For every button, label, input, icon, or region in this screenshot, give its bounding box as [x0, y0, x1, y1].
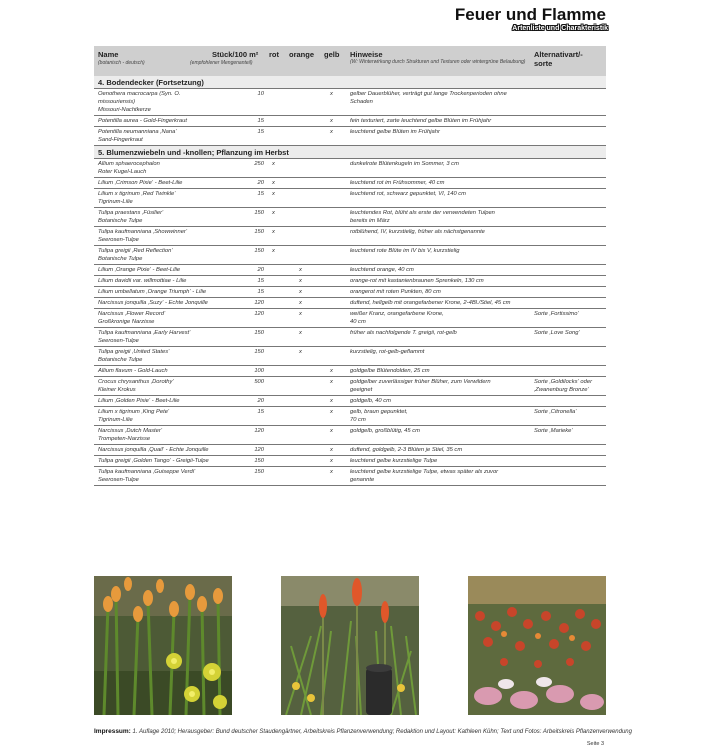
mark-gelb: x [330, 398, 333, 404]
cell-line: Tulipa praestans ‚Füsilier‘ [98, 210, 164, 216]
cell-line: goldgelbe Blütendolden, 25 cm [350, 368, 430, 374]
table-row [94, 426, 606, 445]
cell-line: missouriensis) [98, 99, 136, 105]
cell-line: leuchtend gelbe kurzstielige Tulpe [350, 458, 438, 464]
table-row [94, 396, 606, 407]
cell-line: Sorte ‚Marieke‘ [534, 428, 573, 434]
cell-line: leuchtend gelbe Blüten im Frühjahr [350, 129, 440, 135]
cell-line: gelb, braun gepunktet, [350, 409, 408, 415]
table-row [94, 159, 606, 178]
cell-line: leuchtend rot im Frühsommer, 40 cm [350, 180, 445, 186]
cell-line: Seerosen-Tulpe [98, 237, 139, 243]
cell-line: weißer Kranz, orangefarbene Krone, [350, 311, 444, 317]
cell-line: duftend, goldgelb, 2-3 Blüten je Stiel, 35 cm [350, 447, 463, 453]
footer-label: Impressum: [94, 728, 131, 735]
cell-line: goldgelb, großblütig, 45 cm [350, 428, 420, 434]
mark-gelb: x [330, 447, 333, 453]
table-header [94, 46, 606, 76]
alternative [534, 378, 606, 394]
table-row [94, 467, 606, 486]
cell-line: duftend, hellgelb mit orangefarbener Krone, 2-4Bl./Stiel, 45 cm [350, 300, 511, 306]
mark-rot: x [272, 248, 275, 254]
col-orange-header: orange [289, 50, 315, 59]
cell-line: Seerosen-Tulpe [98, 477, 139, 483]
species-name [98, 277, 248, 285]
hint [350, 90, 530, 106]
cell-line: Lilium umbellatum ‚Orange Triumph‘ - Lilie [98, 289, 207, 295]
quantity: 15 [257, 191, 264, 197]
col-qty-header: Stück/100 m² [212, 50, 259, 59]
quantity: 150 [254, 349, 264, 355]
cell-line: Tulipa kaufmanniana ‚Early Harvest‘ [98, 330, 191, 336]
hint [350, 277, 530, 285]
cell-line: Tulipa greigii ‚United States‘ [98, 349, 170, 355]
species-name [98, 468, 248, 484]
quantity: 15 [257, 289, 264, 295]
cell-line: genannte [350, 477, 375, 483]
quantity: 250 [254, 161, 264, 167]
table-row [94, 178, 606, 189]
hint [350, 209, 530, 225]
cell-line: Lilium ‚Golden Pixie‘ - Beet-Lilie [98, 398, 180, 404]
mark-orange: x [299, 311, 302, 317]
col-hints-header: Hinweise [350, 50, 383, 59]
cell-line: rotblühend, IV, kurzstielig, früher als nächstgenannte [350, 229, 485, 235]
quantity: 15 [257, 278, 264, 284]
species-name [98, 329, 248, 345]
species-name [98, 348, 248, 364]
cell-line: gelber Dauerblüher, verträgt gut lange Trockenperioden ohne [350, 91, 507, 97]
species-name [98, 247, 248, 263]
cell-line: orangerot mit roten Punkten, 80 cm [350, 289, 441, 295]
cell-line: Oenothera macrocarpa (Syn. O. [98, 91, 181, 97]
table-row [94, 116, 606, 127]
table-row [94, 276, 606, 287]
table-row [94, 287, 606, 298]
quantity: 100 [254, 368, 264, 374]
section-heading: 4. Bodendecker (Fortsetzung) [94, 76, 606, 89]
hint [350, 427, 530, 435]
quantity: 15 [257, 118, 264, 124]
cell-line: Seerosen-Tulpe [98, 338, 139, 344]
quantity: 150 [254, 469, 264, 475]
species-name [98, 117, 248, 125]
quantity: 120 [254, 311, 264, 317]
species-name [98, 209, 248, 225]
species-name [98, 397, 248, 405]
cell-line: orange-rot mit kastanienbraunen Sprenkeln, 130 cm [350, 278, 484, 284]
species-name [98, 427, 248, 443]
mark-rot: x [272, 180, 275, 186]
cell-line: Botanische Tulpe [98, 357, 143, 363]
table-row [94, 227, 606, 246]
red-hot-poker-photo [281, 576, 419, 715]
species-name [98, 190, 248, 206]
page-number: Seite 3 [586, 741, 604, 747]
tulips-daffodils-photo [94, 576, 232, 715]
photo-red-hot-poker [281, 576, 419, 715]
cell-line: Tulipa kaufmanniana ‚Showwinner‘ [98, 229, 188, 235]
cell-line: früher als nachfolgende T. greigii, rot-gelb [350, 330, 457, 336]
species-name [98, 457, 248, 465]
species-name [98, 288, 248, 296]
cell-line: Großkronige Narzisse [98, 319, 155, 325]
species-name [98, 367, 248, 375]
photo-tulips-daffodils [94, 576, 232, 715]
quantity: 20 [257, 398, 264, 404]
cell-line: leuchtend gelbe kurzstielige Tulpe, etwas später als zuvor [350, 469, 499, 475]
cell-line: Lilium x tigrinum ‚King Pete‘ [98, 409, 170, 415]
cell-line: kurzstielig, rot-gelb-geflammt [350, 349, 425, 355]
alternative [534, 329, 606, 337]
mark-orange: x [299, 300, 302, 306]
table-row [94, 208, 606, 227]
cell-line: Sorte ‚Love Song‘ [534, 330, 580, 336]
cell-line: leuchtend orange, 40 cm [350, 267, 414, 273]
cell-line: bereits im März [350, 218, 390, 224]
quantity: 120 [254, 428, 264, 434]
species-name [98, 408, 248, 424]
col-qty-subheader: (empfohlener Mengenanteil) [190, 60, 253, 66]
cell-line: Tulipa kaufmanniana ‚Guiseppe Verdi‘ [98, 469, 196, 475]
quantity: 150 [254, 248, 264, 254]
quantity: 15 [257, 129, 264, 135]
hint [350, 247, 530, 255]
hint [350, 408, 530, 424]
hint [350, 299, 530, 307]
col-name-header: Name [98, 50, 119, 59]
cell-line: Schaden [350, 99, 373, 105]
hint [350, 310, 530, 326]
mark-gelb: x [330, 368, 333, 374]
cell-line: Potentilla aurea - Gold-Fingerkraut [98, 118, 187, 124]
cell-line: Lilium ‚Crimson Pixie‘ - Beet-Lilie [98, 180, 183, 186]
hint [350, 446, 530, 454]
quantity: 20 [257, 267, 264, 273]
table-row [94, 347, 606, 366]
mark-gelb: x [330, 379, 333, 385]
cell-line: goldgelb, 40 cm [350, 398, 391, 404]
cell-line: Lilium x tigrinum ‚Red Twinkle‘ [98, 191, 176, 197]
mark-gelb: x [330, 469, 333, 475]
cell-line: Kleiner Krokus [98, 387, 136, 393]
footer-impressum [94, 728, 632, 735]
hint [350, 457, 530, 465]
cell-line: Missouri-Nachtkerze [98, 107, 151, 113]
species-name [98, 446, 248, 454]
alternative [534, 310, 606, 318]
mark-orange: x [299, 267, 302, 273]
table-row [94, 189, 606, 208]
species-name [98, 310, 248, 326]
mark-gelb: x [330, 409, 333, 415]
hint [350, 378, 530, 394]
species-name [98, 378, 248, 394]
mark-gelb: x [330, 91, 333, 97]
cell-line: Sorte ‚Goldilocks‘ oder [534, 379, 592, 385]
species-name [98, 228, 248, 244]
cell-line: ‚Zwanenburg Bronze‘ [534, 387, 589, 393]
mark-orange: x [299, 349, 302, 355]
mark-orange: x [299, 278, 302, 284]
table-row [94, 366, 606, 377]
cell-line: 70 cm [350, 417, 366, 423]
mark-gelb: x [330, 428, 333, 434]
col-hints-subheader: (W: Winterwirkung durch Strukturen und Texturen oder wintergrüne Belaubung) [350, 59, 526, 65]
quantity: 120 [254, 300, 264, 306]
hint [350, 329, 530, 337]
mark-rot: x [272, 161, 275, 167]
hint [350, 367, 530, 375]
alternative [534, 408, 606, 416]
species-name [98, 90, 248, 114]
table-row [94, 309, 606, 328]
cell-line: Narcissus jonquilla ‚Quail‘ - Echte Jonquille [98, 447, 209, 453]
page-subtitle: Artenliste und Charakteristik [512, 25, 608, 32]
cell-line: Narcissus ‚Flower Record‘ [98, 311, 166, 317]
hint [350, 397, 530, 405]
cell-line: geeignet [350, 387, 373, 393]
photo-strip [94, 576, 606, 716]
mark-rot: x [272, 229, 275, 235]
hint [350, 190, 530, 198]
cell-line: Tulipa greigii ‚Red Reflection‘ [98, 248, 173, 254]
species-table [94, 46, 606, 486]
cell-line: fein texturiert, zarte leuchtend gelbe Blüten im Frühjahr [350, 118, 492, 124]
quantity: 120 [254, 447, 264, 453]
photo-helenium-yarrow [468, 576, 606, 715]
table-row [94, 127, 606, 146]
table-row [94, 265, 606, 276]
quantity: 150 [254, 229, 264, 235]
table-row [94, 456, 606, 467]
table-row [94, 328, 606, 347]
cell-line: Roter Kugel-Lauch [98, 169, 147, 175]
hint [350, 179, 530, 187]
col-name-subheader: (botanisch - deutsch) [98, 60, 145, 66]
cell-line: Sand-Fingerkraut [98, 137, 143, 143]
hint [350, 288, 530, 296]
quantity: 500 [254, 379, 264, 385]
hint [350, 128, 530, 136]
mark-orange: x [299, 289, 302, 295]
cell-line: Botanische Tulpe [98, 218, 143, 224]
cell-line: Tulipa greigii ‚Golden Tango‘ - Greigii-Tulpe [98, 458, 209, 464]
mark-gelb: x [330, 118, 333, 124]
mark-rot: x [272, 191, 275, 197]
mark-rot: x [272, 210, 275, 216]
col-gelb-header: gelb [324, 50, 340, 59]
page-title: Feuer und Flamme [454, 5, 606, 24]
species-name [98, 299, 248, 307]
cell-line: Crocus chrysanthus ‚Dorothy‘ [98, 379, 174, 385]
table-body [94, 76, 606, 486]
cell-line: Tigrinum-Lilie [98, 199, 133, 205]
cell-line: dunkelrote Blütenkugeln im Sommer, 3 cm [350, 161, 459, 167]
cell-line: Potentilla neumanniana ‚Nana‘ [98, 129, 177, 135]
cell-line: Botanische Tulpe [98, 256, 143, 262]
cell-line: Narcissus jonquilla ‚Suzy‘ - Echte Jonquille [98, 300, 208, 306]
cell-line: Lilium davidii var. willmottiae - Lilie [98, 278, 187, 284]
cell-line: 40 cm [350, 319, 366, 325]
hint [350, 468, 530, 484]
footer-text: 1. Auflage 2010; Herausgeber: Bund deutscher Staudengärtner, Arbeitskreis Pflanzenverwendung; Redaktion und Layout: Kathleen Kühn; Text und Fotos: Arbeitskreis Pflanzenverwendung [132, 729, 632, 735]
quantity: 10 [257, 91, 264, 97]
cell-line: Tigrinum-Lilie [98, 417, 133, 423]
quantity: 150 [254, 210, 264, 216]
table-row [94, 298, 606, 309]
cell-line: Allium sphaerocephalon [98, 161, 160, 167]
species-name [98, 128, 248, 144]
table-row [94, 89, 606, 116]
table-row [94, 377, 606, 396]
table-row [94, 445, 606, 456]
cell-line: leuchtend rote Blüte im IV bis V, kurzstielig [350, 248, 460, 254]
cell-line: Sorte ‚Citronella‘ [534, 409, 577, 415]
quantity: 150 [254, 330, 264, 336]
hint [350, 266, 530, 274]
col-rot-header: rot [269, 50, 279, 59]
mark-orange: x [299, 330, 302, 336]
hint [350, 117, 530, 125]
species-name [98, 160, 248, 176]
alternative [534, 427, 606, 435]
cell-line: Sorte ‚Fortissimo‘ [534, 311, 579, 317]
cell-line: goldgelber zuverlässiger früher Blüher, zum Verwildern [350, 379, 491, 385]
section-heading: 5. Blumenzwiebeln und -knollen; Pflanzung im Herbst [94, 146, 606, 159]
col-alt-header: Alternativart/-sorte [534, 50, 583, 68]
cell-line: Trompeten-Narzisse [98, 436, 151, 442]
cell-line: Narcissus ‚Dutch Master‘ [98, 428, 163, 434]
cell-line: leuchtendes Rot, blüht als erste der verwendeten Tulpen [350, 210, 495, 216]
hint [350, 228, 530, 236]
table-row [94, 246, 606, 265]
hint [350, 348, 530, 356]
hint [350, 160, 530, 168]
mark-gelb: x [330, 458, 333, 464]
cell-line: leuchtend rot, schwarz gepunktet, VI, 140 cm [350, 191, 467, 197]
mark-gelb: x [330, 129, 333, 135]
helenium-yarrow-photo [468, 576, 606, 715]
table-row [94, 407, 606, 426]
cell-line: Allium flavum - Gold-Lauch [98, 368, 168, 374]
quantity: 15 [257, 409, 264, 415]
quantity: 150 [254, 458, 264, 464]
species-name [98, 179, 248, 187]
cell-line: Lilium ‚Orange Pixie‘ - Beet-Lilie [98, 267, 181, 273]
quantity: 20 [257, 180, 264, 186]
species-name [98, 266, 248, 274]
